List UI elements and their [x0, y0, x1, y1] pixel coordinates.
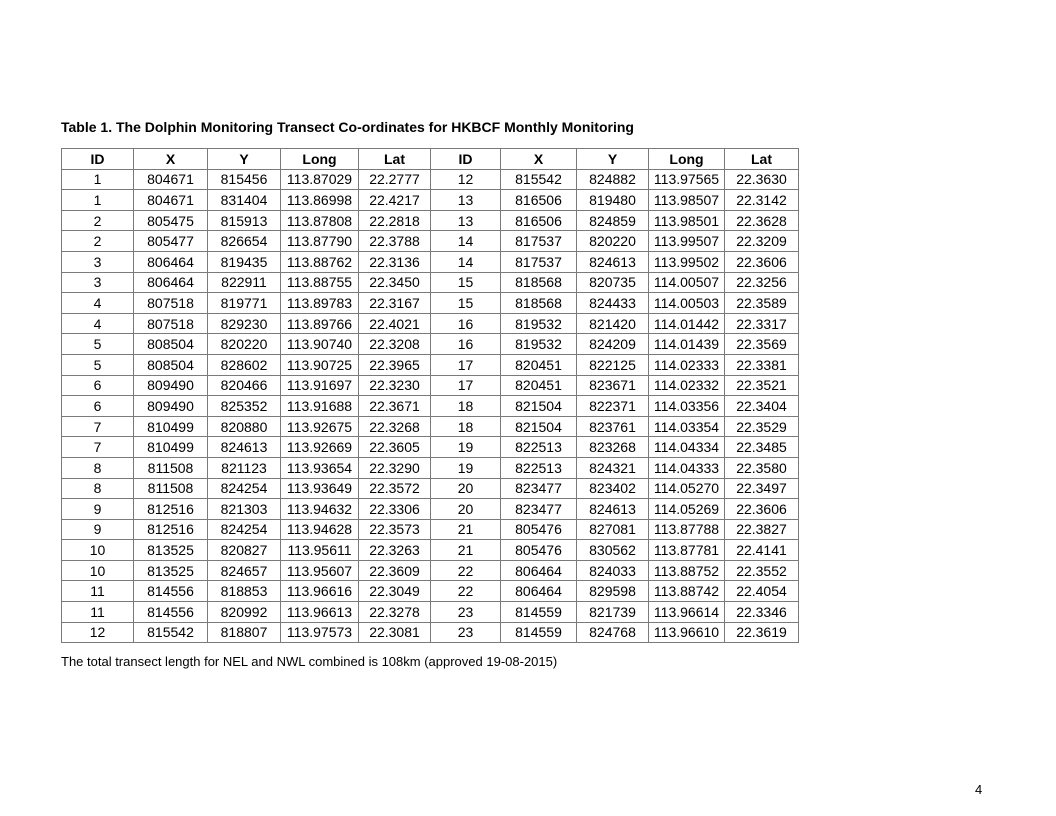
cell-long: 114.05269	[649, 499, 725, 520]
cell-x: 823477	[501, 478, 577, 499]
table-header-row	[62, 149, 799, 170]
cell-id: 22	[431, 581, 501, 602]
column-header-y: Y	[208, 149, 281, 170]
cell-lat: 22.3049	[359, 581, 431, 602]
cell-lat: 22.3589	[725, 293, 799, 314]
cell-id: 2	[62, 231, 134, 252]
cell-x: 819532	[501, 313, 577, 334]
cell-id: 19	[431, 437, 501, 458]
cell-id: 17	[431, 354, 501, 375]
cell-y: 824254	[208, 519, 281, 540]
cell-x: 822513	[501, 457, 577, 478]
cell-id: 2	[62, 210, 134, 231]
cell-long: 113.97573	[281, 622, 359, 643]
cell-id: 23	[431, 602, 501, 623]
cell-y: 819480	[577, 190, 649, 211]
cell-x: 807518	[134, 313, 208, 334]
page-number: 4	[975, 782, 983, 797]
cell-y: 821739	[577, 602, 649, 623]
cell-x: 808504	[134, 334, 208, 355]
cell-long: 113.99502	[649, 251, 725, 272]
cell-y: 824433	[577, 293, 649, 314]
cell-long: 114.00507	[649, 272, 725, 293]
cell-id: 14	[431, 231, 501, 252]
cell-x: 821504	[501, 396, 577, 417]
cell-y: 823761	[577, 416, 649, 437]
cell-long: 113.86998	[281, 190, 359, 211]
cell-long: 114.01439	[649, 334, 725, 355]
cell-long: 113.95607	[281, 560, 359, 581]
cell-long: 113.89766	[281, 313, 359, 334]
table-row	[62, 313, 799, 334]
cell-id: 12	[62, 622, 134, 643]
transect-length-note: The total transect length for NEL and NWL combined is 108km (approved 19-08-2015)	[61, 654, 558, 669]
column-header-lat: Lat	[725, 149, 799, 170]
cell-lat: 22.3671	[359, 396, 431, 417]
cell-x: 805476	[501, 540, 577, 561]
cell-lat: 22.3346	[725, 602, 799, 623]
cell-lat: 22.3788	[359, 231, 431, 252]
cell-lat: 22.3136	[359, 251, 431, 272]
cell-long: 113.92675	[281, 416, 359, 437]
table-row	[62, 499, 799, 520]
cell-y: 827081	[577, 519, 649, 540]
cell-long: 113.88755	[281, 272, 359, 293]
cell-id: 19	[431, 457, 501, 478]
cell-long: 113.91697	[281, 375, 359, 396]
column-header-id: ID	[431, 149, 501, 170]
table-row	[62, 210, 799, 231]
cell-y: 820880	[208, 416, 281, 437]
cell-x: 809490	[134, 375, 208, 396]
transect-coordinates-table	[61, 148, 799, 643]
table-row	[62, 437, 799, 458]
column-header-id: ID	[62, 149, 134, 170]
cell-x: 816506	[501, 210, 577, 231]
cell-long: 113.87808	[281, 210, 359, 231]
cell-y: 823268	[577, 437, 649, 458]
cell-lat: 22.3381	[725, 354, 799, 375]
table-caption: Table 1. The Dolphin Monitoring Transect Co-ordinates for HKBCF Monthly Monitoring	[61, 119, 634, 135]
cell-y: 821303	[208, 499, 281, 520]
cell-lat: 22.3278	[359, 602, 431, 623]
cell-id: 18	[431, 416, 501, 437]
cell-id: 23	[431, 622, 501, 643]
cell-lat: 22.3142	[725, 190, 799, 211]
cell-long: 113.99507	[649, 231, 725, 252]
cell-x: 822513	[501, 437, 577, 458]
cell-id: 15	[431, 293, 501, 314]
cell-id: 11	[62, 581, 134, 602]
cell-x: 814559	[501, 622, 577, 643]
cell-x: 809490	[134, 396, 208, 417]
cell-long: 113.90740	[281, 334, 359, 355]
cell-id: 1	[62, 190, 134, 211]
cell-id: 21	[431, 519, 501, 540]
table-row	[62, 231, 799, 252]
table-row	[62, 457, 799, 478]
cell-long: 113.88762	[281, 251, 359, 272]
cell-y: 829598	[577, 581, 649, 602]
cell-x: 810499	[134, 437, 208, 458]
cell-y: 828602	[208, 354, 281, 375]
cell-long: 113.96613	[281, 602, 359, 623]
column-header-x: X	[134, 149, 208, 170]
cell-x: 811508	[134, 478, 208, 499]
cell-y: 825352	[208, 396, 281, 417]
cell-lat: 22.3497	[725, 478, 799, 499]
cell-lat: 22.3450	[359, 272, 431, 293]
cell-id: 11	[62, 602, 134, 623]
table-row	[62, 354, 799, 375]
cell-lat: 22.3606	[725, 499, 799, 520]
cell-long: 113.96614	[649, 602, 725, 623]
table-row	[62, 169, 799, 190]
cell-lat: 22.4141	[725, 540, 799, 561]
cell-lat: 22.3572	[359, 478, 431, 499]
cell-x: 806464	[501, 581, 577, 602]
cell-lat: 22.3628	[725, 210, 799, 231]
cell-lat: 22.3485	[725, 437, 799, 458]
table-body	[62, 169, 799, 643]
cell-id: 22	[431, 560, 501, 581]
cell-x: 814556	[134, 581, 208, 602]
table-row	[62, 581, 799, 602]
cell-id: 5	[62, 334, 134, 355]
cell-y: 819435	[208, 251, 281, 272]
cell-x: 815542	[134, 622, 208, 643]
table-row	[62, 293, 799, 314]
cell-lat: 22.3268	[359, 416, 431, 437]
column-header-lat: Lat	[359, 149, 431, 170]
cell-id: 15	[431, 272, 501, 293]
cell-x: 804671	[134, 169, 208, 190]
cell-long: 113.92669	[281, 437, 359, 458]
cell-lat: 22.3630	[725, 169, 799, 190]
cell-x: 823477	[501, 499, 577, 520]
cell-x: 810499	[134, 416, 208, 437]
cell-lat: 22.3605	[359, 437, 431, 458]
table-row	[62, 622, 799, 643]
cell-lat: 22.3827	[725, 519, 799, 540]
cell-long: 113.90725	[281, 354, 359, 375]
table-row	[62, 416, 799, 437]
table-row	[62, 334, 799, 355]
cell-id: 9	[62, 519, 134, 540]
cell-x: 820451	[501, 375, 577, 396]
cell-long: 113.98501	[649, 210, 725, 231]
table-row	[62, 519, 799, 540]
cell-x: 821504	[501, 416, 577, 437]
cell-lat: 22.3619	[725, 622, 799, 643]
cell-long: 113.93649	[281, 478, 359, 499]
cell-y: 824613	[208, 437, 281, 458]
cell-lat: 22.4021	[359, 313, 431, 334]
cell-id: 10	[62, 560, 134, 581]
column-header-y: Y	[577, 149, 649, 170]
cell-x: 812516	[134, 499, 208, 520]
cell-lat: 22.3965	[359, 354, 431, 375]
cell-y: 820220	[208, 334, 281, 355]
cell-lat: 22.3529	[725, 416, 799, 437]
cell-y: 830562	[577, 540, 649, 561]
cell-lat: 22.3263	[359, 540, 431, 561]
cell-y: 820735	[577, 272, 649, 293]
cell-long: 114.03356	[649, 396, 725, 417]
cell-id: 16	[431, 334, 501, 355]
cell-y: 824254	[208, 478, 281, 499]
cell-id: 16	[431, 313, 501, 334]
cell-y: 818853	[208, 581, 281, 602]
cell-id: 1	[62, 169, 134, 190]
cell-x: 819532	[501, 334, 577, 355]
cell-x: 805477	[134, 231, 208, 252]
cell-y: 824768	[577, 622, 649, 643]
cell-id: 18	[431, 396, 501, 417]
table-row	[62, 190, 799, 211]
cell-long: 113.89783	[281, 293, 359, 314]
cell-long: 114.04334	[649, 437, 725, 458]
cell-x: 813525	[134, 540, 208, 561]
cell-id: 6	[62, 375, 134, 396]
cell-lat: 22.3609	[359, 560, 431, 581]
cell-y: 819771	[208, 293, 281, 314]
table-row	[62, 602, 799, 623]
cell-lat: 22.3209	[725, 231, 799, 252]
cell-long: 113.91688	[281, 396, 359, 417]
cell-id: 4	[62, 293, 134, 314]
cell-y: 824209	[577, 334, 649, 355]
cell-y: 821123	[208, 457, 281, 478]
cell-long: 113.93654	[281, 457, 359, 478]
cell-x: 808504	[134, 354, 208, 375]
column-header-long: Long	[281, 149, 359, 170]
cell-x: 805476	[501, 519, 577, 540]
cell-x: 820451	[501, 354, 577, 375]
cell-y: 821420	[577, 313, 649, 334]
cell-id: 13	[431, 190, 501, 211]
cell-long: 114.02332	[649, 375, 725, 396]
cell-long: 113.88752	[649, 560, 725, 581]
cell-long: 113.87788	[649, 519, 725, 540]
cell-lat: 22.3404	[725, 396, 799, 417]
cell-id: 5	[62, 354, 134, 375]
cell-long: 113.95611	[281, 540, 359, 561]
cell-id: 12	[431, 169, 501, 190]
cell-id: 8	[62, 478, 134, 499]
cell-y: 823671	[577, 375, 649, 396]
cell-y: 823402	[577, 478, 649, 499]
cell-y: 826654	[208, 231, 281, 252]
cell-y: 820992	[208, 602, 281, 623]
cell-lat: 22.3580	[725, 457, 799, 478]
cell-y: 822911	[208, 272, 281, 293]
cell-id: 20	[431, 478, 501, 499]
cell-lat: 22.3256	[725, 272, 799, 293]
cell-lat: 22.3521	[725, 375, 799, 396]
cell-lat: 22.3208	[359, 334, 431, 355]
cell-long: 114.01442	[649, 313, 725, 334]
cell-lat: 22.3552	[725, 560, 799, 581]
cell-id: 17	[431, 375, 501, 396]
cell-long: 114.04333	[649, 457, 725, 478]
cell-long: 113.96610	[649, 622, 725, 643]
cell-lat: 22.4054	[725, 581, 799, 602]
cell-x: 807518	[134, 293, 208, 314]
cell-id: 21	[431, 540, 501, 561]
cell-y: 824033	[577, 560, 649, 581]
column-header-x: X	[501, 149, 577, 170]
cell-x: 806464	[134, 272, 208, 293]
cell-y: 818807	[208, 622, 281, 643]
cell-x: 818568	[501, 293, 577, 314]
cell-id: 7	[62, 437, 134, 458]
cell-id: 8	[62, 457, 134, 478]
cell-id: 4	[62, 313, 134, 334]
cell-id: 14	[431, 251, 501, 272]
cell-y: 820466	[208, 375, 281, 396]
cell-x: 817537	[501, 231, 577, 252]
cell-lat: 22.3081	[359, 622, 431, 643]
cell-x: 815542	[501, 169, 577, 190]
cell-long: 113.98507	[649, 190, 725, 211]
cell-x: 816506	[501, 190, 577, 211]
cell-id: 13	[431, 210, 501, 231]
cell-y: 829230	[208, 313, 281, 334]
cell-lat: 22.3167	[359, 293, 431, 314]
cell-long: 114.00503	[649, 293, 725, 314]
cell-lat: 22.3317	[725, 313, 799, 334]
table-row	[62, 251, 799, 272]
cell-long: 113.87029	[281, 169, 359, 190]
cell-y: 820827	[208, 540, 281, 561]
cell-id: 6	[62, 396, 134, 417]
cell-x: 806464	[134, 251, 208, 272]
cell-y: 824613	[577, 499, 649, 520]
cell-long: 113.96616	[281, 581, 359, 602]
cell-x: 805475	[134, 210, 208, 231]
cell-y: 824859	[577, 210, 649, 231]
cell-x: 813525	[134, 560, 208, 581]
cell-y: 824613	[577, 251, 649, 272]
cell-long: 113.87790	[281, 231, 359, 252]
table-row	[62, 396, 799, 417]
cell-long: 114.02333	[649, 354, 725, 375]
cell-y: 822371	[577, 396, 649, 417]
cell-long: 114.03354	[649, 416, 725, 437]
column-header-long: Long	[649, 149, 725, 170]
table-row	[62, 272, 799, 293]
cell-lat: 22.2777	[359, 169, 431, 190]
cell-y: 822125	[577, 354, 649, 375]
cell-x: 817537	[501, 251, 577, 272]
cell-long: 113.87781	[649, 540, 725, 561]
table-row	[62, 540, 799, 561]
cell-long: 113.88742	[649, 581, 725, 602]
cell-long: 113.94632	[281, 499, 359, 520]
cell-x: 806464	[501, 560, 577, 581]
cell-y: 831404	[208, 190, 281, 211]
cell-x: 812516	[134, 519, 208, 540]
cell-x: 814556	[134, 602, 208, 623]
cell-lat: 22.3306	[359, 499, 431, 520]
cell-long: 113.97565	[649, 169, 725, 190]
cell-id: 20	[431, 499, 501, 520]
cell-id: 3	[62, 272, 134, 293]
table-row	[62, 478, 799, 499]
cell-lat: 22.3569	[725, 334, 799, 355]
table-row	[62, 375, 799, 396]
cell-long: 114.05270	[649, 478, 725, 499]
table-row	[62, 560, 799, 581]
cell-lat: 22.3290	[359, 457, 431, 478]
cell-lat: 22.2818	[359, 210, 431, 231]
cell-y: 824882	[577, 169, 649, 190]
cell-x: 818568	[501, 272, 577, 293]
cell-lat: 22.3230	[359, 375, 431, 396]
cell-x: 814559	[501, 602, 577, 623]
cell-x: 804671	[134, 190, 208, 211]
cell-id: 7	[62, 416, 134, 437]
cell-x: 811508	[134, 457, 208, 478]
cell-lat: 22.3606	[725, 251, 799, 272]
cell-id: 10	[62, 540, 134, 561]
cell-y: 820220	[577, 231, 649, 252]
cell-lat: 22.4217	[359, 190, 431, 211]
cell-id: 3	[62, 251, 134, 272]
cell-long: 113.94628	[281, 519, 359, 540]
cell-y: 824657	[208, 560, 281, 581]
cell-lat: 22.3573	[359, 519, 431, 540]
cell-y: 815913	[208, 210, 281, 231]
cell-y: 824321	[577, 457, 649, 478]
cell-y: 815456	[208, 169, 281, 190]
cell-id: 9	[62, 499, 134, 520]
